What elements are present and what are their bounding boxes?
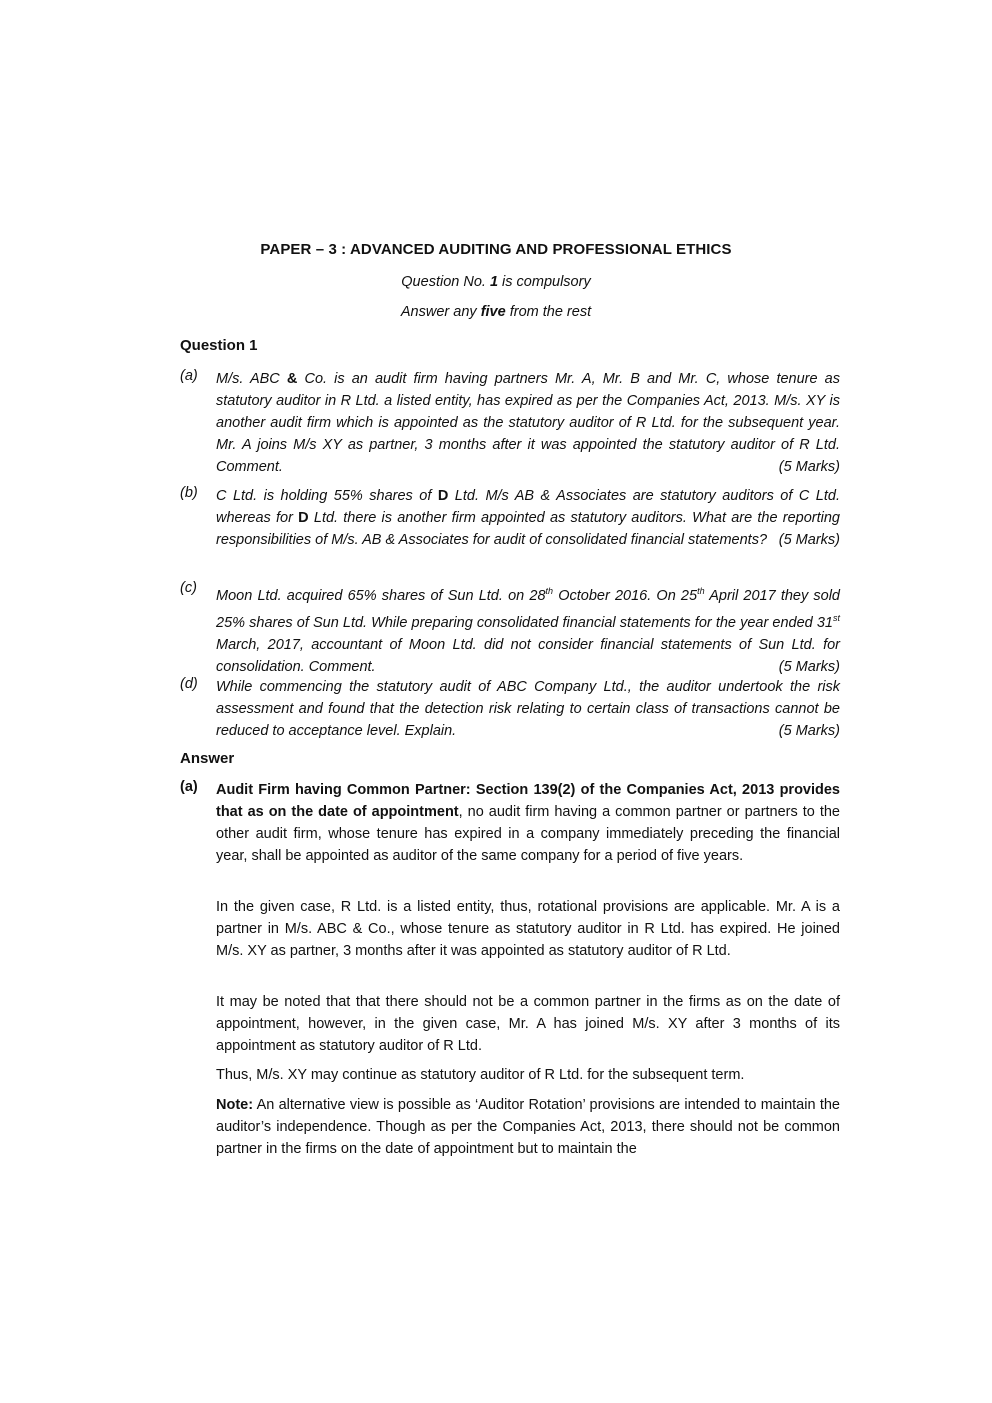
question-b-text: C Ltd. is holding 55% shares of D Ltd. M/s AB & Associates are statutory auditors of C Ltd. whereas for D Ltd. there is another firm appointed as statutory auditors. What are the reporting responsibilities of M/s. AB & Associates for audit of consolidated financial statements? (5 Marks) xyxy=(216,485,840,551)
question-a-marks: (5 Marks) xyxy=(778,459,840,475)
question-b-marks: (5 Marks) xyxy=(778,532,840,548)
question-c xyxy=(180,580,840,678)
question-c-text: Moon Ltd. acquired 65% shares of Sun Ltd. on 28th October 2016. On 25th April 2017 they sold 25% shares of Sun Ltd. While preparing consolidated financial statements for the year ended 31st March, 2017, accountant of Moon Ltd. did not consider financial statements of Sun Ltd. for consolidation. Comment. (5 Marks) xyxy=(216,580,840,678)
answer-paragraph-1: In the given case, R Ltd. is a listed entity, thus, rotational provisions are applicable. Mr. A is a partner in M/s. ABC & Co., whose tenure as statutory auditor in R Ltd. has expired. He joined M/s. XY as partner, 3 months after it was appointed as statutory auditor of R Ltd. xyxy=(216,899,840,959)
choice-instruction: Answer any five from the rest xyxy=(400,304,592,320)
question-a-text: M/s. ABC & Co. is an audit firm having partners Mr. A, Mr. B and Mr. C, whose tenure as statutory auditor in R Ltd. a listed entity, has expired as per the Companies Act, 2013. M/s. XY is another audit firm which is appointed as the statutory auditor of R Ltd. for the subsequent year. Mr. A joins M/s XY as partner, 3 months after it was appointed the statutory auditor of R Ltd. Comment. (5 Marks) xyxy=(216,368,840,478)
answer-note: Note: An alternative view is possible as ‘Auditor Rotation’ provisions are intended to maintain the auditor’s independence. Though as per the Companies Act, 2013, there should not be common partner in the firms on the date of appointment but to maintain the xyxy=(216,1097,840,1157)
answer-a xyxy=(180,779,840,867)
answer-a-text: Audit Firm having Common Partner: Section 139(2) of the Companies Act, 2013 provides that as on the date of appointment, no audit firm having a common partner or partners to the other audit firm, whose tenure has expired in a company immediately preceding the financial year, shall be appointed as auditor of the same company for a period of five years. xyxy=(216,782,840,864)
question-a xyxy=(180,368,840,478)
question-d-marks: (5 Marks) xyxy=(778,723,840,739)
question-d-text: While commencing the statutory audit of ABC Company Ltd., the auditor undertook the risk assessment and found that the detection risk relating to certain class of transactions cannot be reduced to acceptance level. Explain. (5 Marks) xyxy=(216,676,840,742)
question-heading: Question 1 xyxy=(180,337,258,354)
question-a-label: (a) xyxy=(180,368,198,384)
question-c-marks: (5 Marks) xyxy=(778,658,840,675)
question-d-label: (d) xyxy=(180,676,198,692)
note-label: Note: xyxy=(216,1097,254,1113)
paper-title: PAPER – 3 : ADVANCED AUDITING AND PROFESSIONAL ETHICS xyxy=(260,241,732,258)
question-b xyxy=(180,485,840,551)
question-d xyxy=(180,676,840,742)
question-b-label: (b) xyxy=(180,485,198,501)
answer-heading: Answer xyxy=(180,750,235,767)
answer-a-label: (a) xyxy=(180,779,198,795)
answer-paragraph-2: It may be noted that that there should not be a common partner in the firms as on the date of appointment, however, in the given case, Mr. A has joined M/s. XY after 3 months of its appointment as statutory auditor of R Ltd. xyxy=(216,994,840,1054)
compulsory-instruction: Question No. 1 is compulsory xyxy=(401,274,591,290)
answer-paragraph-3: Thus, M/s. XY may continue as statutory auditor of R Ltd. for the subsequent term. xyxy=(216,1067,745,1083)
question-c-label: (c) xyxy=(180,580,197,596)
